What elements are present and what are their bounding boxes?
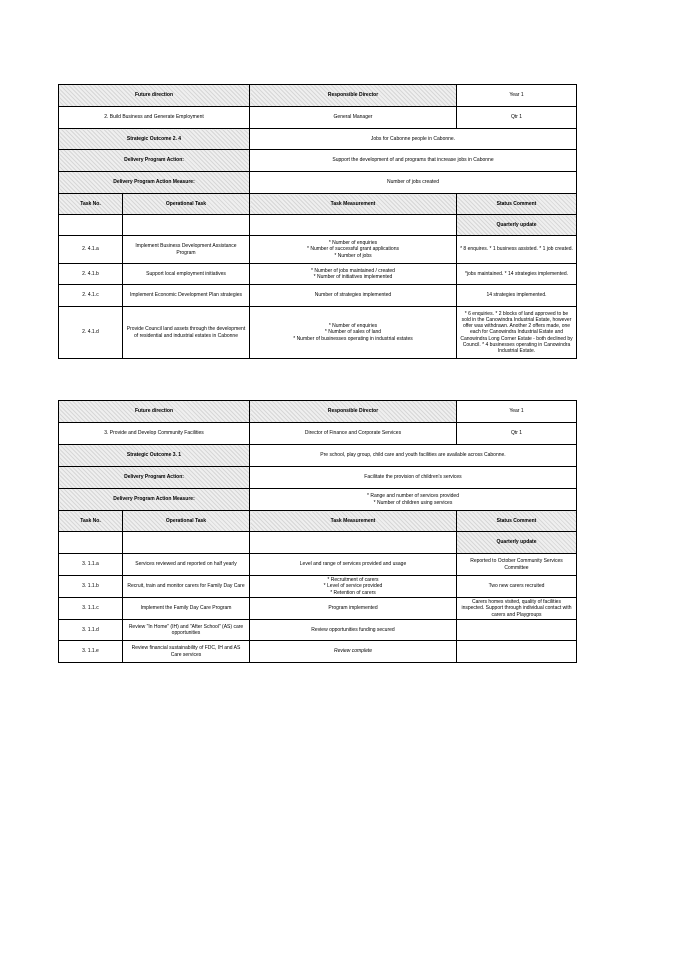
table-row [59, 641, 577, 663]
table-row [59, 576, 577, 598]
table-row [59, 285, 577, 307]
blank-cell [123, 532, 250, 554]
responsible-director-value: Director of Finance and Corporate Services [250, 423, 457, 445]
task-no: 3. 1.1.c [59, 598, 123, 620]
quarter-label: Qtr 1 [457, 423, 577, 445]
operational-task: Recruit, train and monitor carers for Family Day Care [123, 576, 250, 598]
operational-task: Support local employment initiatives [123, 264, 250, 285]
task-measurement: * Number of enquiries * Number of sales of land * Number of businesses operating in industrial estates [250, 307, 457, 359]
status-comment: * 6 enquiries. * 2 blocks of land approved to be sold in the Canowindra Industrial Estate, however offer was withdrawn. Another 2 offers made, one each for Canowindra Industrial Estate and Canowindra Long Corner Estate - both declined by Council. * 4 businesses operating in Canowindra Industrial Estate. [457, 307, 577, 359]
operational-task: Review "In Home" (IH) and "After School" (AS) care opportunities [123, 620, 250, 641]
task-no: 2. 4.1.d [59, 307, 123, 359]
year-label: Year 1 [457, 85, 577, 107]
task-no-header: Task No. [59, 511, 123, 532]
blank-cell [250, 215, 457, 236]
quarterly-update-header: Quarterly update [457, 215, 577, 236]
blank-cell [123, 215, 250, 236]
future-direction-header: Future direction [59, 85, 250, 107]
task-measurement: Review complete [250, 641, 457, 663]
future-direction-value: 3. Provide and Develop Community Facilities [59, 423, 250, 445]
delivery-program-action-label: Delivery Program Action: [59, 150, 250, 172]
task-measurement: Program implemented [250, 598, 457, 620]
operational-task: Review financial sustainability of FDC, IH and AS Care services [123, 641, 250, 663]
blank-cell [59, 215, 123, 236]
status-comment: Reported to October Community Services Committee [457, 554, 577, 576]
operational-task: Implement the Family Day Care Program [123, 598, 250, 620]
status-comment: * 8 enquires. * 1 business assisted. * 1 job created. [457, 236, 577, 264]
task-no: 3. 1.1.a [59, 554, 123, 576]
table-row [59, 264, 577, 285]
quarterly-update-header: Quarterly update [457, 532, 577, 554]
task-measurement: * Number of enquiries * Number of successful grant applications * Number of jobs [250, 236, 457, 264]
task-no: 3. 1.1.e [59, 641, 123, 663]
responsible-director-value: General Manager [250, 107, 457, 129]
blank-cell [250, 532, 457, 554]
delivery-program-action-value: Support the development of and programs that increase jobs in Cabonne [250, 150, 577, 172]
task-no: 2. 4.1.c [59, 285, 123, 307]
delivery-program-action-label: Delivery Program Action: [59, 467, 250, 489]
task-no: 2. 4.1.a [59, 236, 123, 264]
status-comment-header: Status Comment [457, 511, 577, 532]
task-no: 3. 1.1.d [59, 620, 123, 641]
delivery-program-action-value: Facilitate the provision of children's services [250, 467, 577, 489]
task-measurement-header: Task Measurement [250, 511, 457, 532]
table-row [59, 307, 577, 359]
table-row [59, 620, 577, 641]
strategic-outcome-title: Strategic Outcome 2. 4 [59, 129, 250, 150]
strategic-outcome-text: Pre school, play group, child care and youth facilities are available across Cabonne. [250, 445, 577, 467]
task-measurement: Level and range of services provided and usage [250, 554, 457, 576]
task-no-header: Task No. [59, 194, 123, 215]
strategic-outcome-text: Jobs for Cabonne people in Cabonne. [250, 129, 577, 150]
delivery-program-table-outcome-2-4 [58, 84, 577, 359]
operational-task: Implement Business Development Assistance Program [123, 236, 250, 264]
future-direction-header: Future direction [59, 401, 250, 423]
status-comment [457, 641, 577, 663]
table-row [59, 236, 577, 264]
status-comment-header: Status Comment [457, 194, 577, 215]
task-measurement-header: Task Measurement [250, 194, 457, 215]
status-comment: 14 strategies implemented. [457, 285, 577, 307]
delivery-program-table-outcome-3-1 [58, 400, 577, 663]
task-no: 3. 1.1.b [59, 576, 123, 598]
table-row [59, 554, 577, 576]
operational-task: Implement Economic Development Plan strategies [123, 285, 250, 307]
operational-task: Provide Council land assets through the development of residential and industrial estates in Cabonne [123, 307, 250, 359]
responsible-director-header: Responsible Director [250, 85, 457, 107]
task-no: 2. 4.1.b [59, 264, 123, 285]
task-measurement: * Number of jobs maintained / created * Number of initiatives implemented [250, 264, 457, 285]
operational-task-header: Operational Task [123, 194, 250, 215]
year-label: Year 1 [457, 401, 577, 423]
status-comment: *jobs maintained. * 14 strategies implemented. [457, 264, 577, 285]
status-comment: Carers homes visited, quality of facilities inspected. Support through individual contact with carers and Playgroups [457, 598, 577, 620]
future-direction-value: 2. Build Business and Generate Employment [59, 107, 250, 129]
table-row [59, 598, 577, 620]
strategic-outcome-title: Strategic Outcome 3. 1 [59, 445, 250, 467]
operational-task: Services reviewed and reported on half yearly [123, 554, 250, 576]
quarter-label: Qtr 1 [457, 107, 577, 129]
task-measurement: Number of strategies implemented [250, 285, 457, 307]
delivery-program-measure-value: * Range and number of services provided * Number of children using services [250, 489, 577, 511]
blank-cell [59, 532, 123, 554]
delivery-program-measure-label: Delivery Program Action Measure: [59, 489, 250, 511]
responsible-director-header: Responsible Director [250, 401, 457, 423]
delivery-program-measure-label: Delivery Program Action Measure: [59, 172, 250, 194]
delivery-program-measure-value: Number of jobs created [250, 172, 577, 194]
task-measurement: * Recruitment of carers * Level of service provided * Retention of carers [250, 576, 457, 598]
task-measurement: Review opportunities funding secured [250, 620, 457, 641]
status-comment: Two new carers recruited [457, 576, 577, 598]
status-comment [457, 620, 577, 641]
operational-task-header: Operational Task [123, 511, 250, 532]
